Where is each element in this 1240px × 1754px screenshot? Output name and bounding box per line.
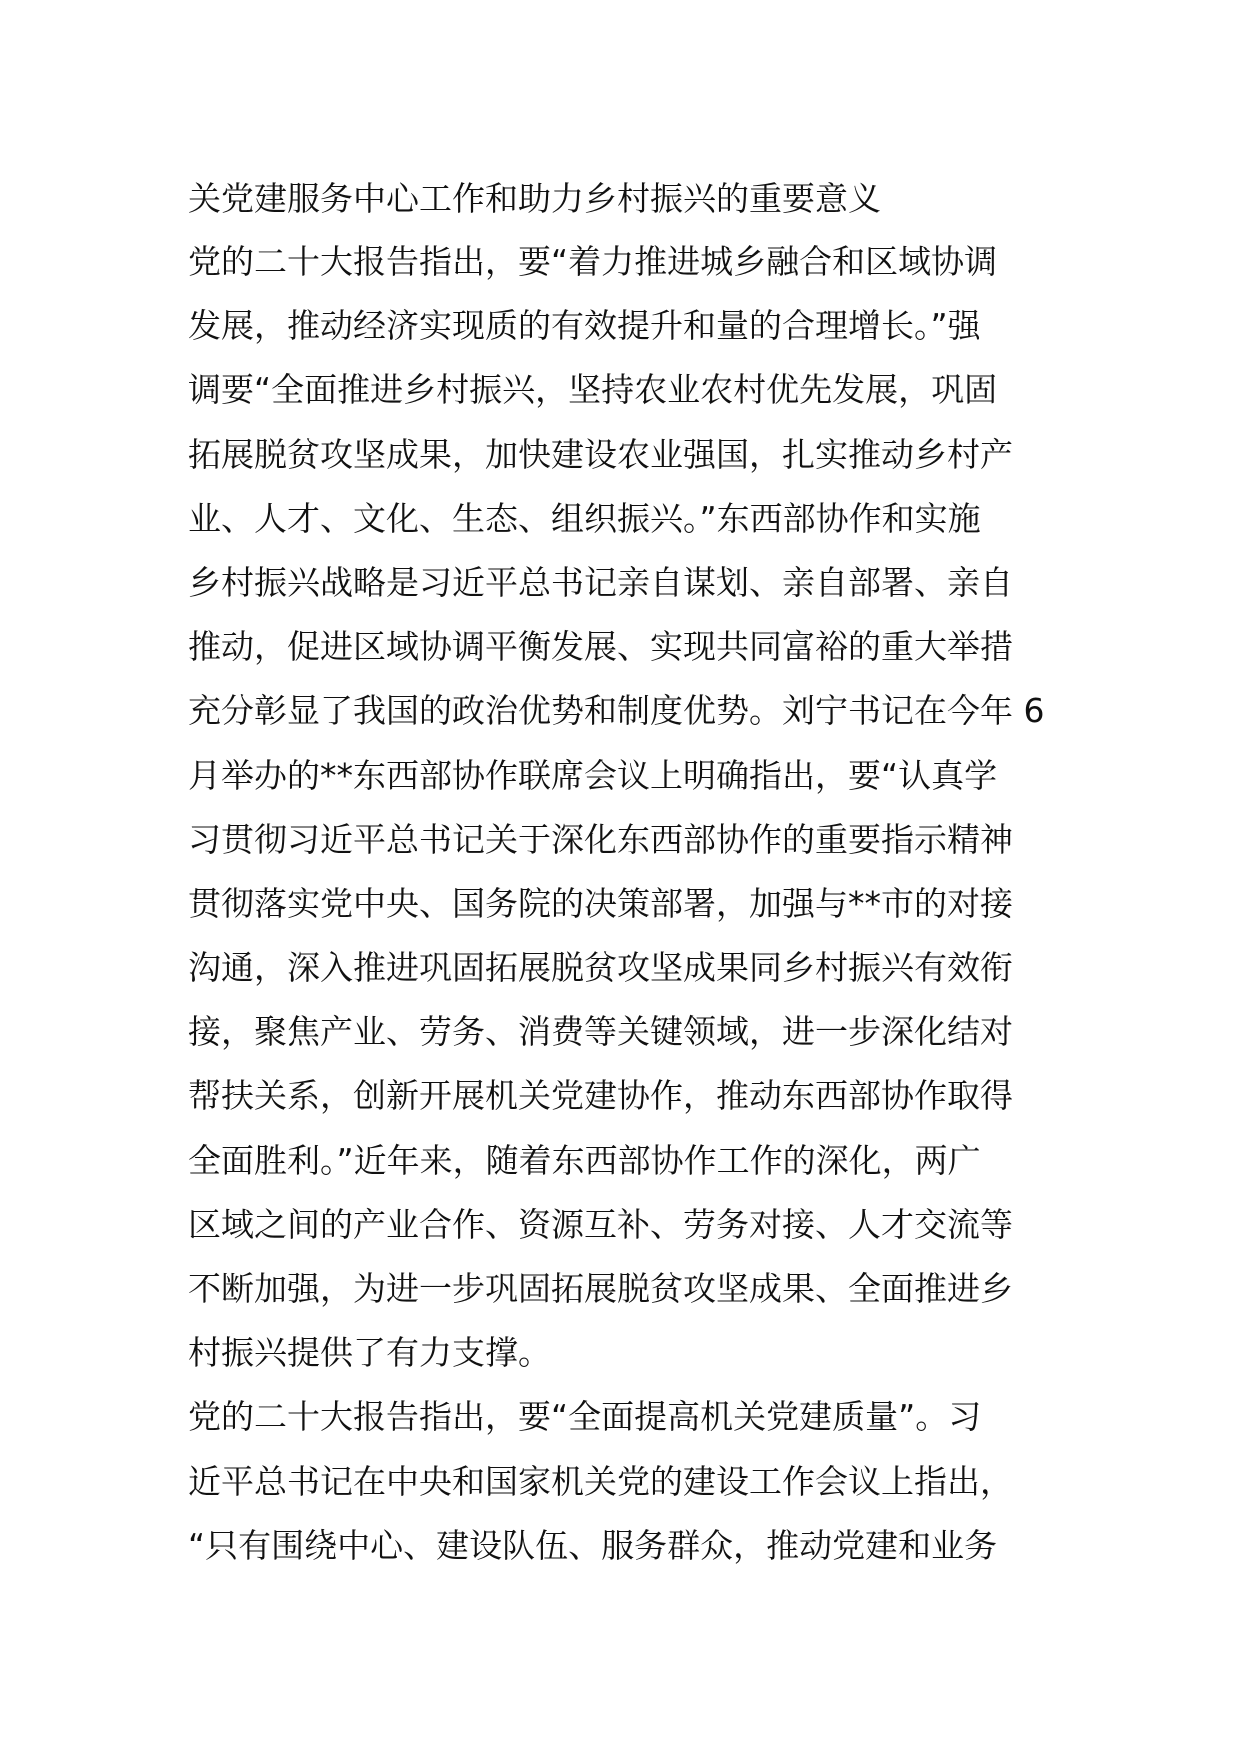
paragraph-2 [188,1385,1058,1578]
paragraph-line: 党的二十大报告指出，要“全面提高机关党建质量”。习 [188,1397,982,1437]
paragraph-line: 接，聚焦产业、劳务、消费等关键领域，进一步深化结对 [188,1012,1013,1052]
paragraph-line: 发展，推动经济实现质的有效提升和量的合理增长。”强 [188,306,981,346]
document-heading: 关党建服务中心工作和助力乡村振兴的重要意义 [188,179,881,218]
paragraph-line: 区域之间的产业合作、资源互补、劳务对接、人才交流等 [188,1204,1013,1244]
paragraph-line: 全面胜利。”近年来，随着东西部协作工作的深化，两广 [188,1140,981,1180]
paragraph-line: 乡村振兴战略是习近平总书记亲自谋划、亲自部署、亲自 [188,562,1013,602]
paragraph-line: 业、人才、文化、生态、组织振兴。”东西部协作和实施 [188,498,981,538]
document-page [188,168,1058,1578]
paragraph-line: 帮扶关系，创新开展机关党建协作，推动东西部协作取得 [188,1076,1013,1116]
paragraph-line: 月举办的**东西部协作联席会议上明确指出，要“认真学 [188,755,998,795]
paragraph-line: 近平总书记在中央和国家机关党的建设工作会议上指出， [188,1461,1013,1501]
paragraph-line: 沟通，深入推进巩固拓展脱贫攻坚成果同乡村振兴有效衔 [188,948,1013,988]
paragraph-line: 党的二十大报告指出，要“着力推进城乡融合和区域协调 [188,242,998,281]
paragraph-line: “只有围绕中心、建设队伍、服务群众，推动党建和业务 [188,1525,998,1565]
paragraph-line: 习贯彻习近平总书记关于深化东西部协作的重要指示精神 [188,819,1013,859]
paragraph-line: 推动，促进区域协调平衡发展、实现共同富裕的重大举措 [188,627,1013,667]
paragraph-line: 不断加强，为进一步巩固拓展脱贫攻坚成果、全面推进乡 [188,1269,1013,1308]
paragraph-line: 充分彰显了我国的政治优势和制度优势。刘宁书记在今年 6 [188,691,1045,731]
paragraph-line: 贯彻落实党中央、国务院的决策部署，加强与**市的对接 [188,883,1013,923]
paragraph-line: 拓展脱贫攻坚成果，加快建设农业强国，扎实推动乡村产 [188,434,1013,474]
paragraph-1 [188,230,1058,1385]
paragraph-line: 村振兴提供了有力支撑。 [188,1333,551,1373]
paragraph-line: 调要“全面推进乡村振兴，坚持农业农村优先发展，巩固 [188,370,998,410]
